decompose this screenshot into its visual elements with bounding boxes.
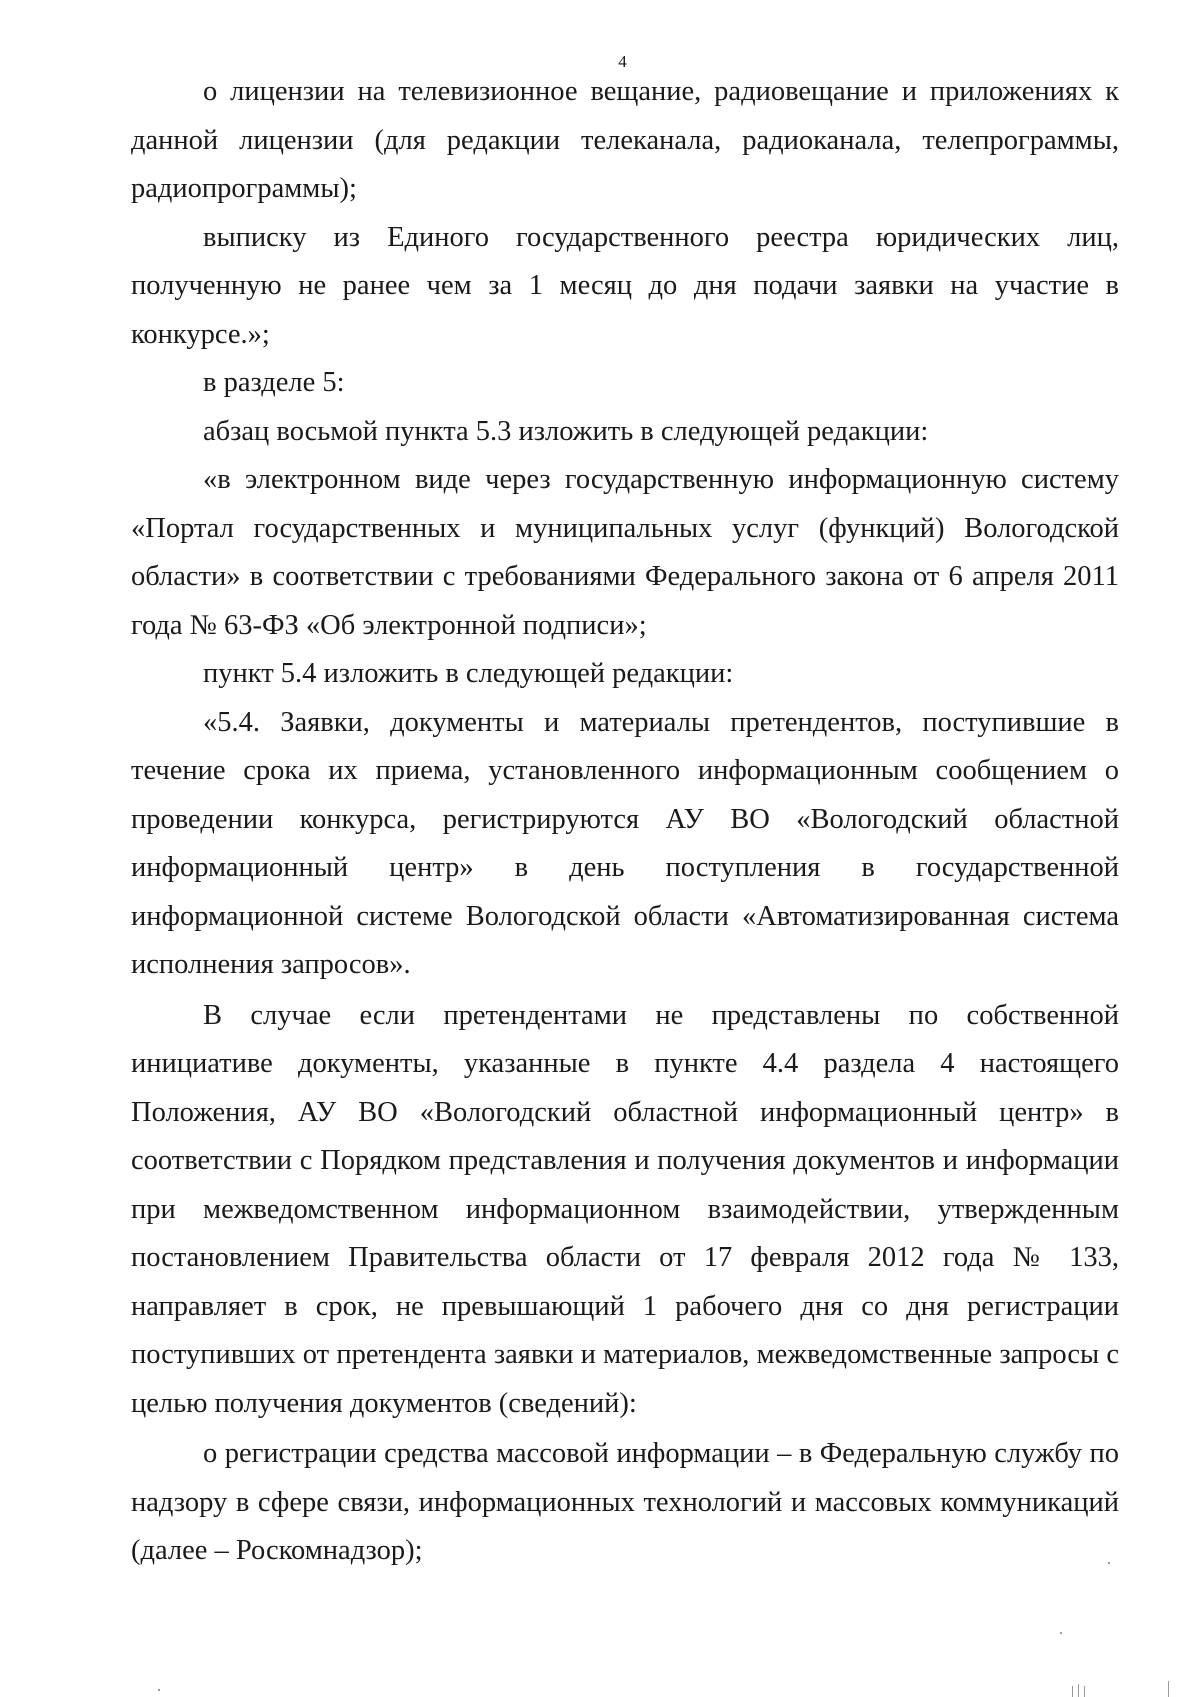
page-number: 4 [618, 52, 627, 71]
paragraph-interagency-requests: В случае если претендентами не представлены по собственной инициативе документы, указанные в пункте 4.4 раздела 4 настоящего Положения, АУ ВО «Вологодский областной информационный центр» в соответствии с Порядком представления и получения документов и информации при межведомственном информационном взаимодействии, утвержденным постановлением Правительства области от 17 февраля 2012 года № 133, направляет в срок, не превышающий 1 рабочего дня со дня регистрации поступивших от претендента заявки и материалов, межведомственные запросы с целью получения документов (сведений): [131, 999, 1119, 1419]
scan-speck [1084, 1686, 1085, 1697]
scan-speck [1072, 1686, 1073, 1697]
paragraph-clause-5-3-text: «в электронном виде через государственную информационную систему «Портал государственных и муниципальных услуг (функций) Вологодской области» в соответствии с требованиями Федерального закона от 6 апреля 2011 года № 63-ФЗ «Об электронной подписи»; [131, 464, 1119, 641]
paragraph-license-item: о лицензии на телевизионное вещание, радиовещание и приложениях к данной лицензии (для редакции телеканала, радиоканала, телепрограммы, радиопрограммы); [131, 76, 1119, 204]
paragraph-section-5-intro: в разделе 5: [203, 367, 345, 398]
scan-speck [158, 1689, 160, 1691]
document-body [131, 70, 1119, 1576]
paragraph-registry-extract-item: выписку из Единого государственного реестра юридических лиц, полученную не ранее чем за 1 месяц до дня подачи заявки на участие в конкурсе.»; [131, 221, 1119, 350]
paragraph-clause-5-4-text: «5.4. Заявки, документы и материалы претендентов, поступившие в течение срока их приема, установленного информационным сообщением о проведении конкурса, регистрируются АУ ВО «Вологодский областной информационный центр» в день поступления в государственной информационной системе Вологодской области «Автоматизированная система исполнения запросов». [131, 706, 1119, 980]
paragraph-mass-media-registration: о регистрации средства массовой информации – в Федеральную службу по надзору в сфере связи, информационных технологий и массовых коммуникаций (далее – Роскомнадзор); [131, 1438, 1119, 1566]
paragraph-clause-5-4-intro: пункт 5.4 изложить в следующей редакции: [203, 658, 734, 689]
scan-speck [1078, 1684, 1079, 1697]
scan-speck [1060, 1632, 1062, 1634]
scan-speck [1108, 1562, 1110, 1564]
paragraph-clause-5-3-intro: абзац восьмой пункта 5.3 изложить в следующей редакции: [203, 415, 929, 447]
scan-speck [1168, 1681, 1169, 1697]
